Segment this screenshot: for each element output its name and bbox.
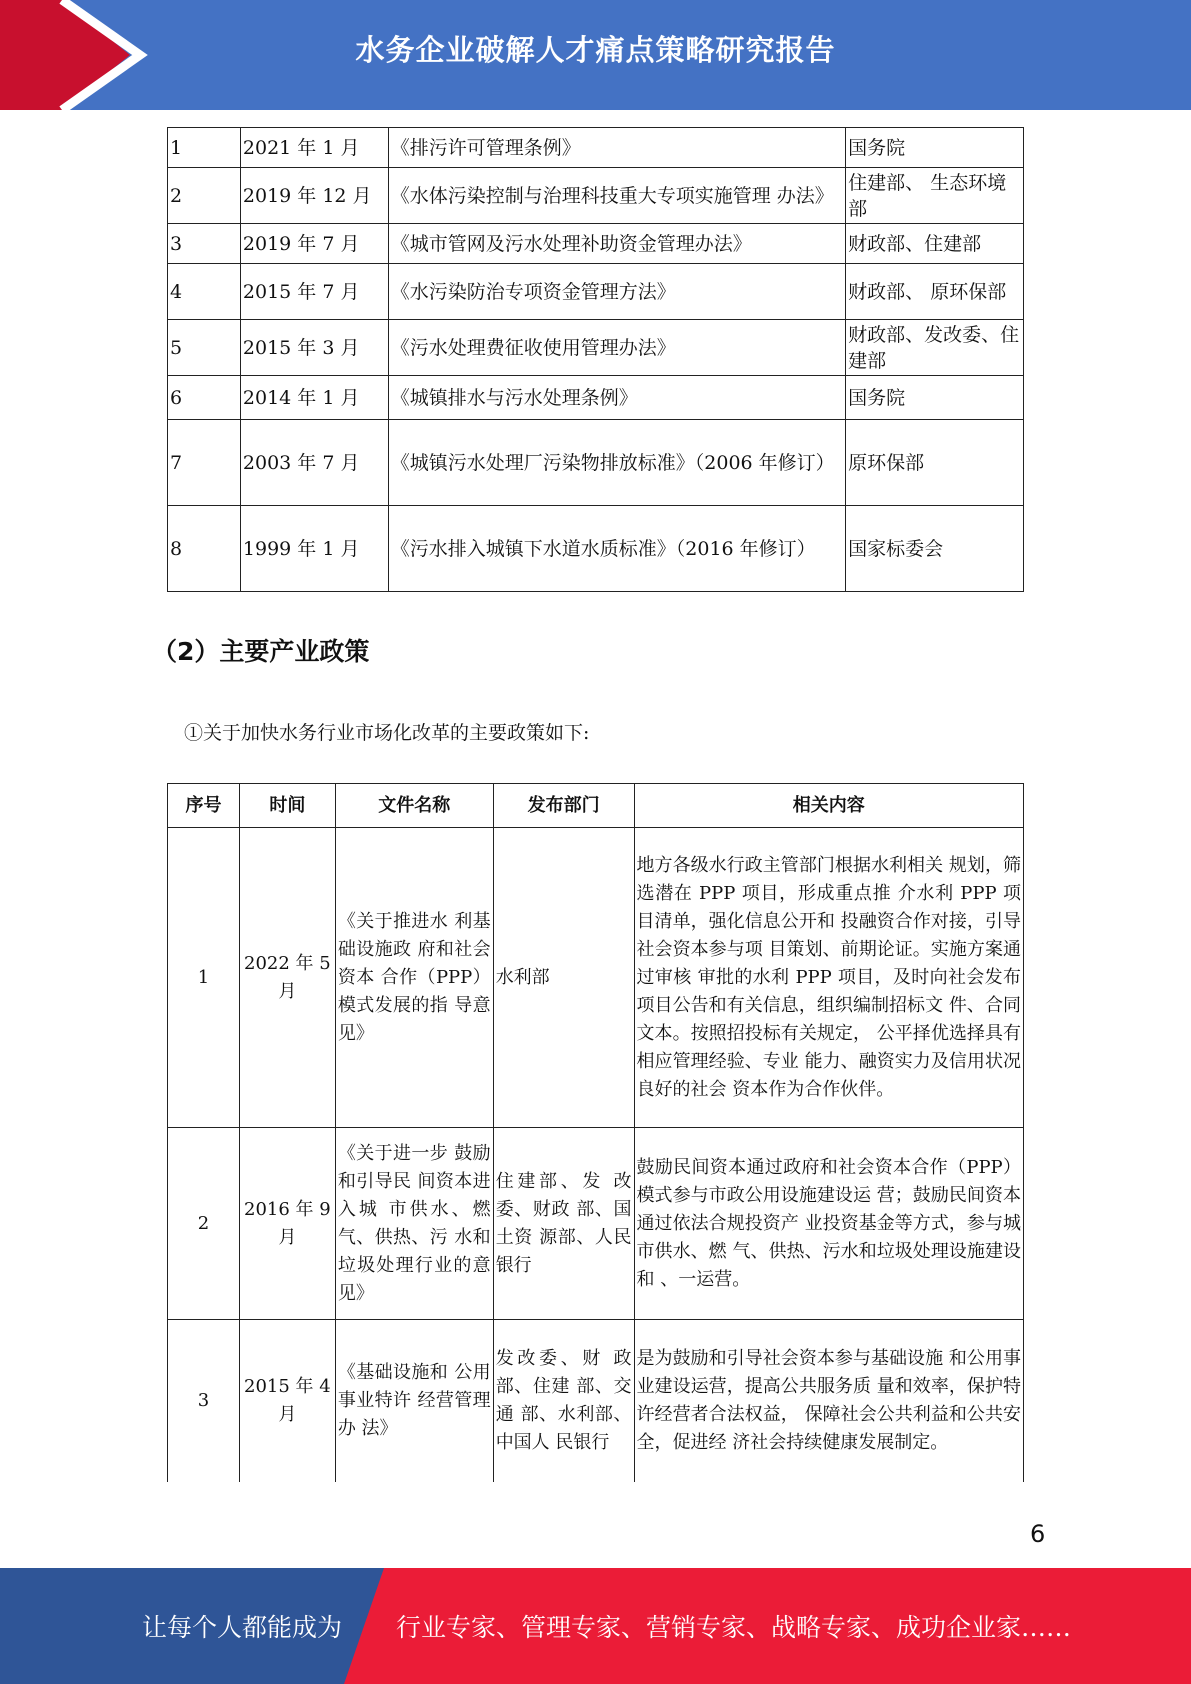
row-document-name: 《水污染防治专项资金管理方法》 xyxy=(388,264,845,320)
row-time: 2016 年 9 月 xyxy=(239,1128,335,1320)
row-content: 鼓励民间资本通过政府和社会资本合作（PPP）模式参与市政公用设施建设运 营；鼓励民间资本通过依法合规投资产 业投资基金等方式，参与城市供水、燃 气、供热、污水和垃圾处理设施建设和 、一运营。 xyxy=(634,1128,1023,1320)
row-department: 国家标委会 xyxy=(846,506,1024,592)
row-document-name: 《关于推进水 利基础设施政 府和社会资本 合作（PPP） 模式发展的指 导意见》 xyxy=(335,828,493,1128)
footer-slogan-left: 让每个人都能成为 xyxy=(142,1613,343,1642)
row-department: 财政部、住建部 xyxy=(846,224,1024,264)
table-row xyxy=(168,376,1024,420)
row-date: 2003 年 7 月 xyxy=(240,420,388,506)
row-content: 地方各级水行政主管部门根据水利相关 规划，筛选潜在 PPP 项目，形成重点推 介水利 PPP 项目清单，强化信息公开和 投融资合作对接，引导社会资本参与项 目策划、前期论证。实施方案通过审核 审批的水利 PPP 项目，及时向社会发布 项目公告和有关信息，组织编制招标文 件、合同文本。按照招投标有关规定， 公平择优选择具有相应管理经验、专业 能力、融资实力及信用状况良好的社会 资本作为合作伙伴。 xyxy=(634,828,1023,1128)
header-document-name: 文件名称 xyxy=(335,784,493,828)
row-department: 住建部、发 改委、财政 部、国土资 源部、人民 银行 xyxy=(493,1128,634,1320)
row-document-name: 《排污许可管理条例》 xyxy=(388,128,845,168)
table-row xyxy=(168,224,1024,264)
row-date: 2021 年 1 月 xyxy=(240,128,388,168)
row-date: 1999 年 1 月 xyxy=(240,506,388,592)
section-heading: （2）主要产业政策 xyxy=(152,637,370,666)
regulations-table xyxy=(167,127,1024,592)
row-number: 3 xyxy=(168,224,241,264)
row-number: 2 xyxy=(168,1128,240,1320)
row-department: 国务院 xyxy=(846,376,1024,420)
table-row xyxy=(168,828,1024,1128)
row-number: 3 xyxy=(168,1320,240,1482)
row-document-name: 《关于进一步 鼓励和引导民 间资本进入城 市供水、燃 气、供热、污 水和垃圾处理行业的意见》 xyxy=(335,1128,493,1320)
row-number: 4 xyxy=(168,264,241,320)
row-department: 国务院 xyxy=(846,128,1024,168)
row-number: 6 xyxy=(168,376,241,420)
row-document-name: 《水体污染控制与治理科技重大专项实施管理 办法》 xyxy=(388,168,845,224)
header-number: 序号 xyxy=(168,784,240,828)
row-department: 财政部、发改委、住建部 xyxy=(846,320,1024,376)
page-footer xyxy=(0,1568,1191,1684)
row-document-name: 《城镇排水与污水处理条例》 xyxy=(388,376,845,420)
table-row xyxy=(168,168,1024,224)
row-department: 住建部、 生态环境部 xyxy=(846,168,1024,224)
row-number: 1 xyxy=(168,828,240,1128)
header-time: 时间 xyxy=(239,784,335,828)
table-row xyxy=(168,264,1024,320)
row-department: 水利部 xyxy=(493,828,634,1128)
row-document-name: 《污水处理费征收使用管理办法》 xyxy=(388,320,845,376)
header-department: 发布部门 xyxy=(493,784,634,828)
row-time: 2015 年 4 月 xyxy=(239,1320,335,1482)
page-header xyxy=(0,0,1191,110)
table-row xyxy=(168,1320,1024,1482)
row-date: 2014 年 1 月 xyxy=(240,376,388,420)
row-number: 2 xyxy=(168,168,241,224)
row-department: 财政部、 原环保部 xyxy=(846,264,1024,320)
row-document-name: 《城镇污水处理厂污染物排放标准》（2006 年修订） xyxy=(388,420,845,506)
footer-slogan-right: 行业专家、管理专家、营销专家、战略专家、成功企业家…… xyxy=(396,1613,1072,1642)
table-row xyxy=(168,506,1024,592)
row-document-name: 《基础设施和 公用事业特许 经营管理办 法》 xyxy=(335,1320,493,1482)
table-row xyxy=(168,1128,1024,1320)
row-number: 1 xyxy=(168,128,241,168)
page-number: 6 xyxy=(1030,1520,1046,1548)
policy-table xyxy=(167,783,1024,1482)
row-department: 发改委、财 政部、住建 部、交通 部、水利部、中国人 民银行 xyxy=(493,1320,634,1482)
header-content: 相关内容 xyxy=(634,784,1023,828)
row-content: 是为鼓励和引导社会资本参与基础设施 和公用事业建设运营，提高公共服务质 量和效率，保护特许经营者合法权益， 保障社会公共利益和公共安全，促进经 济社会持续健康发展制定。 xyxy=(634,1320,1023,1482)
row-date: 2019 年 7 月 xyxy=(240,224,388,264)
section-intro: ①关于加快水务行业市场化改革的主要政策如下: xyxy=(184,722,590,744)
row-number: 8 xyxy=(168,506,241,592)
row-document-name: 《污水排入城镇下水道水质标准》（2016 年修订） xyxy=(388,506,845,592)
report-title: 水务企业破解人才痛点策略研究报告 xyxy=(355,33,836,67)
row-time: 2022 年 5 月 xyxy=(239,828,335,1128)
row-number: 5 xyxy=(168,320,241,376)
row-date: 2019 年 12 月 xyxy=(240,168,388,224)
row-date: 2015 年 7 月 xyxy=(240,264,388,320)
row-document-name: 《城市管网及污水处理补助资金管理办法》 xyxy=(388,224,845,264)
table-row xyxy=(168,320,1024,376)
row-date: 2015 年 3 月 xyxy=(240,320,388,376)
table-header-row xyxy=(168,784,1024,828)
table-row xyxy=(168,420,1024,506)
row-department: 原环保部 xyxy=(846,420,1024,506)
row-number: 7 xyxy=(168,420,241,506)
table-row xyxy=(168,128,1024,168)
